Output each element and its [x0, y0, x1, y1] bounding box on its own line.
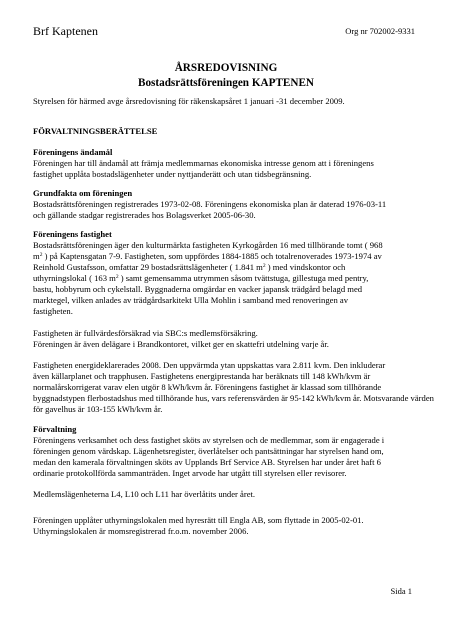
superscript: 2: [115, 274, 119, 280]
text-fragment: uthyrningslokal ( 163 m: [33, 273, 116, 283]
paragraph-grundfakta: [33, 199, 423, 221]
paragraph-energi: [33, 360, 434, 415]
text-line: fastigheten.: [33, 306, 73, 316]
text-line: [33, 251, 423, 262]
text-fragment: ) med vindskontor och: [265, 262, 346, 272]
heading-grundfakta: Grundfakta om föreningen: [33, 188, 133, 198]
text-line: för gavelhus är 103-155 kWh/kvm år.: [33, 404, 163, 414]
intro-paragraph: Styrelsen för härmed avge årsredovisning för räkenskapsåret 1 januari -31 december 2009.: [33, 96, 345, 106]
section-heading-forvaltningsberattelse: FÖRVALTNINGSBERÄTTELSE: [33, 126, 158, 136]
paragraph-uthyrning: [33, 515, 423, 537]
paragraph-andamal: [33, 158, 423, 180]
text-fragment: ) samt gemensamma utrymmen såsom tvättstuga, gillestuga med pentry,: [118, 273, 369, 283]
text-line: bastu, hobbyrum och cykelstall. Byggnaderna omgärdar en vacker japansk trädgård belagd med: [33, 284, 363, 294]
paragraph-medlemslagenheter: Medlemslägenheterna L4, L10 och L11 har överlåtits under året.: [33, 489, 256, 499]
document-subtitle: Bostadsrättsföreningen KAPTENEN: [137, 77, 314, 89]
text-line: normalårskorrigerat varav elen utgör 8 kWh/kvm år. Föreningens fastighet är klassad som tillhörande: [33, 382, 382, 392]
text-line: Föreningen är även delägare i Brandkontoret, vilket ger en skattefri utdelning varje år.: [33, 339, 329, 349]
header-org-number: Org nr 702002-9331: [345, 26, 415, 36]
paragraph-forsakring: [33, 328, 423, 350]
heading-fastighet: Föreningens fastighet: [33, 229, 112, 239]
text-line: [33, 262, 423, 273]
text-line: Bostadsrättsföreningen äger den kulturmärkta fastigheten Kyrkogården 16 med tillhörande tomt ( 968: [33, 240, 383, 250]
superscript: 2: [262, 263, 266, 269]
page-number: Sida 1: [390, 586, 412, 596]
paragraph-fastighet: [33, 240, 423, 317]
text-line: byggnadstypen flerbostadshus med tillhörande hus, vars referensvärden är 95-142 kWh/kvm år. Motsvarande värden: [33, 393, 434, 403]
text-line: fastighet upplåta bostadslägenheter under nyttjanderätt och utan tidsbegränsning.: [33, 169, 312, 179]
text-line: medan den kamerala förvaltningen sköts av Upplands Brf Service AB. Styrelsen har under året haft 6: [33, 457, 381, 467]
superscript: 2: [39, 252, 43, 258]
text-line: Föreningens verksamhet och dess fastighet sköts av styrelsen och de medlemmar, som är engagerade i: [33, 435, 385, 445]
heading-andamal: Föreningens ändamål: [33, 147, 113, 157]
heading-forvaltning: Förvaltning: [33, 424, 77, 434]
text-fragment: Reinhold Gustafsson, omfattar 29 bostadsrättslägenheter ( 1.841 m: [33, 262, 263, 272]
text-line: [33, 273, 423, 284]
text-line: och gällande stadgar registrerades hos Bolagsverket 2005-06-30.: [33, 210, 256, 220]
text-line: marktegel, vilken anlades av trädgårdsarkitekt Ulla Mohlin i samband med renoveringen av: [33, 295, 349, 305]
header-org-name: Brf Kaptenen: [33, 24, 98, 38]
text-fragment: m: [33, 251, 40, 261]
text-line: Fastigheten är fullvärdesförsäkrad via SBC:s medlemsförsäkring.: [33, 328, 258, 338]
text-line: Fastigheten energideklarerades 2008. Den uppvärmda ytan uppskattas vara 2.811 kvm. Den inkluderar: [33, 360, 386, 370]
paragraph-forvaltning: [33, 435, 423, 479]
document-title: ÅRSREDOVISNING: [174, 62, 278, 74]
text-line: Uthyrningslokalen är momsregistrerad fr.o.m. november 2006.: [33, 526, 249, 536]
text-line: ordinarie protokollförda sammanträden. Inget arvode har utgått till styrelsen eller revisorer.: [33, 468, 347, 478]
text-line: Föreningen har till ändamål att främja medlemmarnas ekonomiska intresse genom att i föreningens: [33, 158, 374, 168]
text-line: Bostadsrättsföreningen registrerades 1973-02-08. Föreningens ekonomiska plan är daterad 1976-03-11: [33, 199, 387, 209]
text-fragment: ) på Kaptensgatan 7-9. Fastigheten, som uppfördes 1884-1885 och totalrenoverades 1973-1974 av: [42, 251, 382, 261]
text-line: Föreningen upplåter uthyrningslokalen med hyresrätt till Engla AB, som flyttade in 2005-02-01.: [33, 515, 364, 525]
text-line: föreningen genom värdskap. Lägenhetsregister, överlåtelser och pantsättningar har styrelsen hand om,: [33, 446, 384, 456]
text-line: även källarplanet och trapphusen. Fastighetens energiprestanda har beräknats till 148 kWh/kvm är: [33, 371, 371, 381]
